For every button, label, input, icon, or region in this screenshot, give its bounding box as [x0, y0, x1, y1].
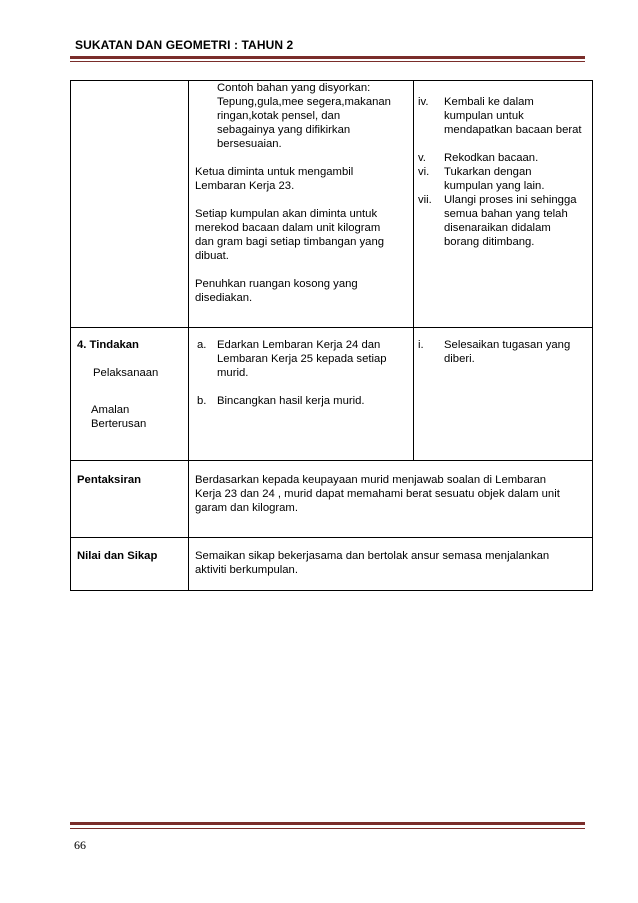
list-line: Selesaikan tugasan yang: [444, 339, 571, 351]
table-row-nilai: [71, 538, 593, 591]
header-rule: [70, 56, 585, 59]
list-line: Tukarkan dengan: [444, 166, 532, 178]
example-line: ringan,kotak pensel, dan: [217, 110, 341, 122]
cell-pentaksiran-content: [189, 461, 593, 538]
example-line: sebagainya yang difikirkan: [217, 124, 351, 136]
header-rule-thin: [70, 61, 585, 62]
cell-tindakan-teacher: [189, 328, 414, 461]
list-item: [418, 193, 588, 249]
list-number: vii.: [418, 194, 432, 206]
list-line: Edarkan Lembaran Kerja 24 dan: [217, 339, 381, 351]
paragraph-line: Penuhkan ruangan kosong yang: [195, 278, 358, 290]
list-line: Rekodkan bacaan.: [444, 152, 539, 164]
subheading-pelaksanaan: Pelaksanaan: [93, 367, 159, 379]
paragraph-line: merekod bacaan dalam unit kilogram: [195, 222, 381, 234]
list-number: vi.: [418, 166, 430, 178]
list-item: [418, 151, 588, 165]
paragraph-record: [189, 207, 413, 263]
paragraph-line: Ketua diminta untuk mengambil: [195, 166, 354, 178]
content-line: Kerja 23 dan 24 , murid dapat memahami berat sesuatu objek dalam unit: [195, 488, 560, 500]
content-line: Semaikan sikap bekerjasama dan bertolak ansur semasa menjalankan: [195, 550, 550, 562]
document-header-title: SUKATAN DAN GEOMETRI : TAHUN 2: [75, 38, 294, 52]
example-line: bersesuaian.: [217, 138, 282, 150]
content-line: Berdasarkan kepada keupayaan murid menjawab soalan di Lembaran: [195, 474, 547, 486]
cell-empty: [71, 81, 189, 328]
paragraph-worksheet: [189, 165, 413, 193]
cell-activities-continued: [189, 81, 414, 328]
list-line: borang ditimbang.: [444, 236, 535, 248]
example-line: Contoh bahan yang disyorkan:: [217, 82, 371, 94]
table-row-continued: [71, 81, 593, 328]
paragraph-line: disediakan.: [195, 292, 253, 304]
paragraph-fill: [189, 277, 413, 305]
table-row-tindakan: [71, 328, 593, 461]
list-letter: a.: [197, 339, 207, 351]
list-line: Kembali ke dalam: [444, 96, 534, 108]
footer-rule-thin: [70, 828, 585, 829]
cell-pentaksiran-label: [71, 461, 189, 538]
cell-tindakan-label: [71, 328, 189, 461]
list-line: kumpulan untuk: [444, 110, 524, 122]
cell-nilai-content: [189, 538, 593, 591]
list-item: [418, 338, 588, 366]
list-item: [418, 95, 588, 137]
page-number: 66: [74, 838, 86, 852]
list-line: Lembaran Kerja 25 kepada setiap: [217, 353, 387, 365]
subheading-berterusan: Berterusan: [91, 418, 147, 430]
row-label: Pentaksiran: [77, 474, 142, 486]
table-row-pentaksiran: [71, 461, 593, 538]
subheading-amalan: Amalan: [91, 404, 130, 416]
list-line: murid.: [217, 367, 249, 379]
lesson-plan-table: [70, 80, 593, 591]
list-line: kumpulan yang lain.: [444, 180, 545, 192]
list-item: [197, 394, 405, 408]
list-line: disenaraikan didalam: [444, 222, 551, 234]
cell-student-activities-continued: [414, 81, 593, 328]
paragraph-line: dibuat.: [195, 250, 229, 262]
cell-tindakan-student: [414, 328, 593, 461]
list-number: iv.: [418, 96, 429, 108]
content-line: aktiviti berkumpulan.: [195, 564, 298, 576]
section-heading: 4. Tindakan: [77, 339, 139, 351]
cell-nilai-label: [71, 538, 189, 591]
footer-rule: [70, 822, 585, 825]
list-line: Ulangi proses ini sehingga: [444, 194, 577, 206]
paragraph-line: dan gram bagi setiap timbangan yang: [195, 236, 385, 248]
example-line: Tepung,gula,mee segera,makanan: [217, 96, 391, 108]
row-label: Nilai dan Sikap: [77, 550, 158, 562]
content-line: garam dan kilogram.: [195, 502, 298, 514]
list-item: [418, 165, 588, 193]
list-line: diberi.: [444, 353, 475, 365]
list-number: v.: [418, 152, 426, 164]
paragraph-line: Lembaran Kerja 23.: [195, 180, 295, 192]
list-line: semua bahan yang telah: [444, 208, 568, 220]
list-line: Bincangkan hasil kerja murid.: [217, 395, 365, 407]
paragraph-line: Setiap kumpulan akan diminta untuk: [195, 208, 378, 220]
list-line: mendapatkan bacaan berat: [444, 124, 582, 136]
list-letter: b.: [197, 395, 207, 407]
list-number: i.: [418, 339, 424, 351]
example-materials: [189, 81, 413, 151]
list-item: [197, 338, 405, 380]
